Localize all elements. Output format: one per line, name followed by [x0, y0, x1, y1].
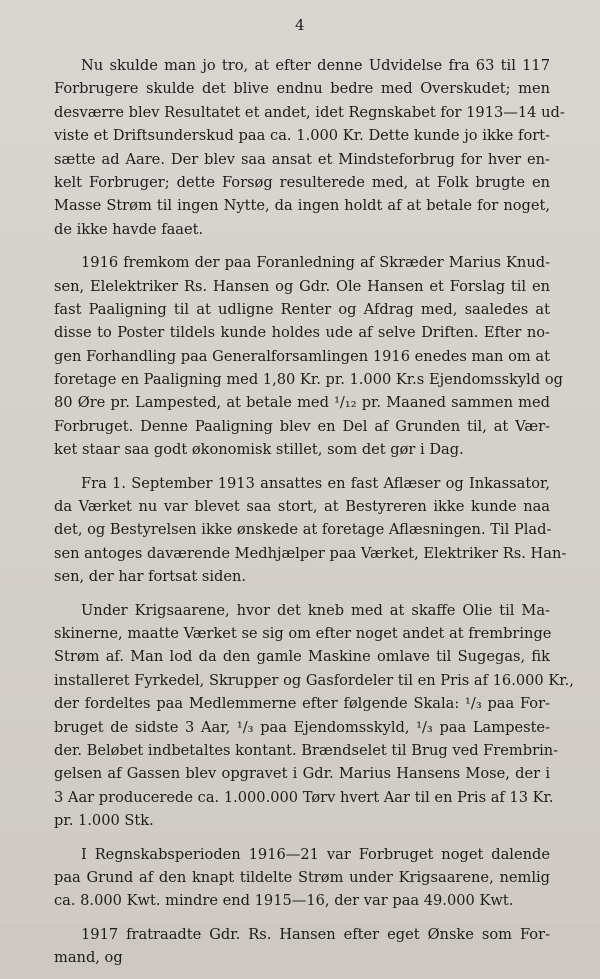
- text-line: ca. 8.000 Kwt. mindre end 1915—16, der var paa 49.000 Kwt.: [54, 892, 514, 910]
- text-line: sen antoges daværende Medhjælper paa Værket, Elektriker Rs. Han-: [54, 544, 567, 562]
- text-line: Masse Strøm til ingen Nytte, da ingen holdt af at betale for noget,: [54, 197, 550, 215]
- text-line: 1916 fremkom der paa Foranledning af Skræder Marius Knud-: [81, 254, 550, 272]
- text-line: der. Beløbet indbetaltes kontant. Brændselet til Brug ved Frembrin-: [54, 741, 559, 759]
- paragraph-1: [54, 54, 565, 241]
- text-line: gen Forhandling paa Generalforsamlingen 1916 enedes man om at: [54, 347, 550, 365]
- text-line: Strøm af. Man lod da den gamle Maskine omlave til Sugegas, fik: [54, 648, 550, 666]
- text-line: skinerne, maatte Værket se sig om efter noget andet at frembringe: [54, 624, 552, 642]
- text-line: da Værket nu var blevet saa stort, at Bestyreren ikke kunde naa: [54, 498, 550, 516]
- text-line: Forbruget. Denne Paaligning blev en Del af Grunden til, at Vær-: [54, 417, 550, 435]
- text-line: pr. 1.000 Stk.: [54, 812, 154, 830]
- text-line: disse to Poster tildels kunde holdes ude af selve Driften. Efter no-: [54, 324, 550, 342]
- paragraph-2: [54, 251, 563, 462]
- body-text: [54, 54, 574, 979]
- text-line: Fra 1. September 1913 ansattes en fast Aflæser og Inkassator,: [81, 474, 550, 492]
- text-line: 3 Aar producerede ca. 1.000.000 Tørv hvert Aar til en Pris af 13 Kr.: [54, 788, 554, 806]
- text-line: bruget de sidste 3 Aar, ¹/₃ paa Ejendomsskyld, ¹/₃ paa Lampeste-: [54, 718, 550, 736]
- text-line: I Regnskabsperioden 1916—21 var Forbruget noget dalende: [81, 845, 550, 863]
- text-line: 1917 fratraadte Gdr. Rs. Hansen efter eget Ønske som For-: [81, 925, 550, 943]
- paragraph-5: [54, 843, 550, 913]
- text-line: mand, og: [54, 949, 123, 967]
- paragraph-3: [54, 472, 567, 589]
- text-line: fast Paaligning til at udligne Renter og Afdrag med, saaledes at: [54, 300, 550, 318]
- text-line: installeret Fyrkedel, Skrupper og Gasfordeler til en Pris af 16.000 Kr.,: [54, 671, 574, 689]
- page-number: 4: [294, 16, 306, 34]
- text-line: sen, Elelektriker Rs. Hansen og Gdr. Ole Hansen et Forslag til en: [54, 277, 550, 295]
- paragraph-6: [54, 923, 550, 970]
- text-line: foretage en Paaligning med 1,80 Kr. pr. 1.000 Kr.s Ejendomsskyld og: [54, 371, 563, 389]
- text-line: de ikke havde faaet.: [54, 220, 204, 238]
- text-line: sen, der har fortsat siden.: [54, 568, 247, 586]
- text-line: Under Krigsaarene, hvor det kneb med at skaffe Olie til Ma-: [81, 601, 550, 619]
- paragraph-4: [54, 599, 574, 833]
- text-line: desværre blev Resultatet et andet, idet Regnskabet for 1913—14 ud-: [54, 103, 565, 121]
- text-line: paa Grund af den knapt tildelte Strøm under Krigsaarene, nemlig: [54, 868, 550, 886]
- text-line: det, og Bestyrelsen ikke ønskede at foretage Aflæsningen. Til Plad-: [54, 521, 552, 539]
- text-line: der fordeltes paa Medlemmerne efter følgende Skala: ¹/₃ paa For-: [54, 695, 550, 713]
- text-line: gelsen af Gassen blev opgravet i Gdr. Marius Hansens Mose, der i: [54, 765, 550, 783]
- text-line: viste et Driftsunderskud paa ca. 1.000 Kr. Dette kunde jo ikke fort-: [54, 127, 550, 145]
- text-line: sætte ad Aare. Der blev saa ansat et Mindsteforbrug for hver en-: [54, 150, 550, 168]
- text-line: 80 Øre pr. Lampested, at betale med ¹/₁₂ pr. Maaned sammen med: [54, 394, 550, 412]
- text-line: kelt Forbruger; dette Forsøg resulterede med, at Folk brugte en: [54, 173, 550, 191]
- text-line: ket staar saa godt økonomisk stillet, som det gør i Dag.: [54, 441, 464, 459]
- text-line: Nu skulde man jo tro, at efter denne Udvidelse fra 63 til 117: [81, 57, 550, 74]
- text-line: Forbrugere skulde det blive endnu bedre med Overskudet; men: [54, 80, 550, 98]
